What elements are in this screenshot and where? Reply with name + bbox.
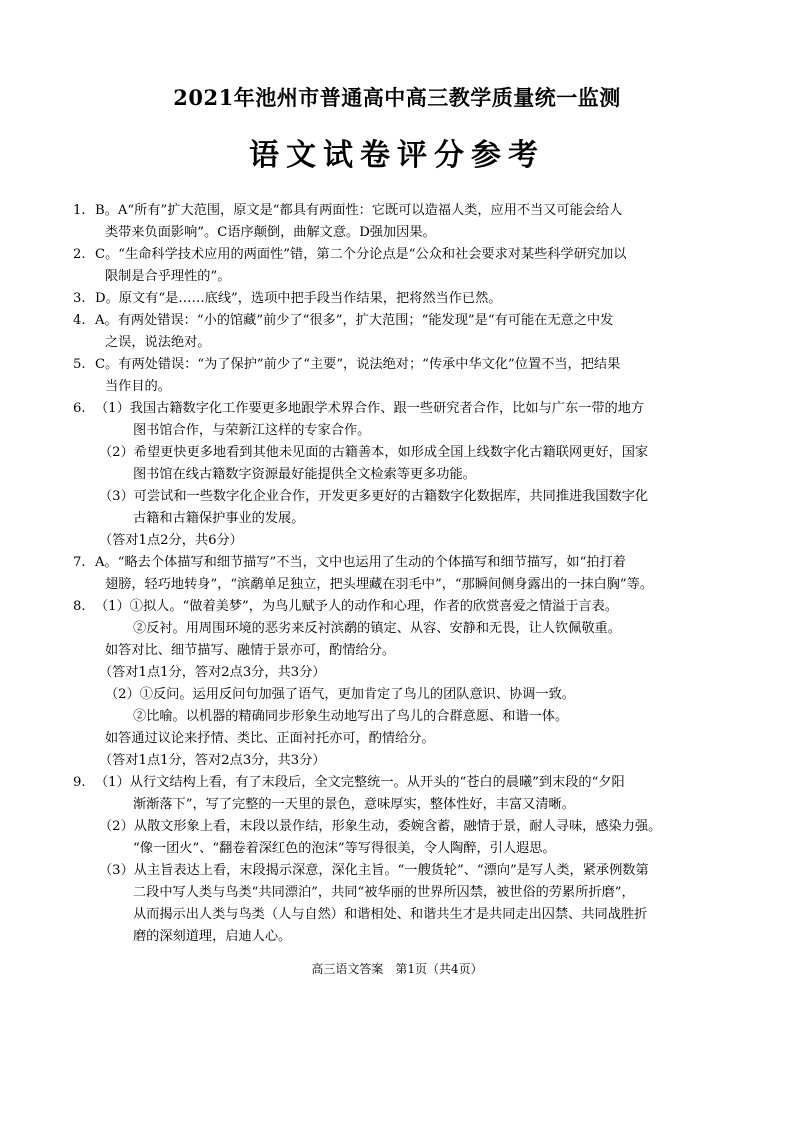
exam-title: 2021年池州市普通高中高三教学质量统一监测 <box>173 85 621 110</box>
answer-text: 渐渐落下”，写了完整的一天里的景色，意味厚实，整体性好，丰富又清晰。 <box>133 797 575 812</box>
answer-text: （1）从行文结构上看，有了末段后，全文完整统一。从开头的“苍白的晨曦”到末段的“夕阳 <box>95 775 625 790</box>
answer-text: ②反衬。用周围环境的恶劣来反衬滨鹬的镇定、从容、安静和无畏，让人钦佩敬重。 <box>133 621 621 636</box>
answer-text: 限制是合乎理性的”。 <box>105 269 231 284</box>
answer-text: 类带来负面影响”。C语序颠倒，曲解文意。D强加因果。 <box>105 225 436 240</box>
answer-text: 如答对比、细节描写、融情于景亦可，酌情给分。 <box>105 643 396 658</box>
answer-text: C。有两处错误：“为了保护”前少了“主要”，说法绝对；“传承中华文化”位置不当，把结果 <box>95 357 621 372</box>
answer-text: 二段中写人类与鸟类“共同漂泊”，共同“被华丽的世界所囚禁，被世俗的劳累所折磨”， <box>133 885 635 900</box>
answer-item-9: 9. （1）从行文结构上看，有了末段后，全文完整统一。从开头的“苍白的晨曦”到末段的“夕阳 渐渐落下”，写了完整的一天里的景色，意味厚实，整体性好，丰富又清晰。 （2）从散文形象上看，末段以景作结，形象生动，委婉含蓄，融情于景，耐人寻味，感染力强。 “像一团火”、“翻卷着深红色的泡沫”等写得很美，令人陶醉，引人遐思。 （3）从主旨表达上看，末段揭示深意，深化主旨。“一艘货轮”、“漂向”是写人类，紧承例数第 二段中写人类与鸟类“共同漂泊”，共同“被华丽的世界所囚禁，被世俗的劳累所折磨”， 从而揭示出人类与鸟类（人与自然）和谐相处、和谐共生才是共同走出囚禁、共同战胜折 磨的深刻道理，启迪人心。 <box>95 772 710 948</box>
answer-list <box>73 200 710 948</box>
answer-item-7: 7. A。“略去个体描写和细节描写”不当，文中也运用了生动的个体描写和细节描写，如“拍打着 翅膀，轻巧地转身”，“滨鹬单足独立，把头埋藏在羽毛中”，“那瞬间侧身露出的一抹白胸”等。 <box>95 552 710 596</box>
answer-text: （3）可尝试和一些数字化企业合作，开发更多更好的古籍数字化数据库，共同推进我国数字化 <box>99 489 649 504</box>
answer-text: A。“略去个体描写和细节描写”不当，文中也运用了生动的个体描写和细节描写，如“拍打着 <box>95 555 626 570</box>
answer-item-6: 6. （1）我国古籍数字化工作要更多地跟学术界合作、跟一些研究者合作，比如与广东一带的地方 图书馆合作，与荣新江这样的专家合作。 （2）希望更快更多地看到其他未见面的古籍善本，如形成全国上线数字化古籍联网更好，国家 图书馆在线古籍数字资源最好能提供全文检索等更多功能。 （3）可尝试和一些数字化企业合作，开发更多更好的古籍数字化数据库，共同推进我国数字化 古籍和古籍保护事业的发展。 （答对1点2分，共6分） <box>95 398 710 552</box>
answer-item-4: 4. A。有两处错误：“小的馆藏”前少了“很多”，扩大范围；“能发现”是“有可能在无意之中发 之误，说法绝对。 <box>95 310 710 354</box>
answer-text: B。A“所有”扩大范围，原文是“都具有两面性：它既可以造福人类，应用不当又可能会给人 <box>95 203 623 218</box>
document-subtitle: 语文试卷评分参考 <box>249 138 545 173</box>
answer-text: 如答通过议论来抒情、类比、正面衬托亦可，酌情给分。 <box>105 731 435 746</box>
answer-text: 磨的深刻道理，启迪人心。 <box>133 929 292 944</box>
answer-text: 从而揭示出人类与鸟类（人与自然）和谐相处、和谐共生才是共同走出囚禁、共同战胜折 <box>133 907 648 922</box>
page-footer: 高三语文答案 第1页（共4页） <box>311 962 483 976</box>
answer-item-2: 2. C。“生命科学技术应用的两面性”错，第二个分论点是“公众和社会要求对某些科学研究加以 限制是合乎理性的”。 <box>95 244 710 288</box>
answer-text: A。有两处错误：“小的馆藏”前少了“很多”，扩大范围；“能发现”是“有可能在无意之中发 <box>95 313 614 328</box>
answer-text: D。原文有“是……底线”，选项中把手段当作结果，把将然当作已然。 <box>95 291 502 306</box>
answer-text: 图书馆合作，与荣新江这样的专家合作。 <box>133 423 371 438</box>
answer-text: ②比喻。以机器的精确同步形象生动地写出了鸟儿的合群意愿、和谐一体。 <box>133 709 569 724</box>
answer-text: （2）①反问。运用反问句加强了语气，更加肯定了鸟儿的团队意识、协调一致。 <box>105 687 575 702</box>
score-note: （答对1点1分，答对2点3分，共3分） <box>99 753 326 768</box>
answer-text: 图书馆在线古籍数字资源最好能提供全文检索等更多功能。 <box>133 467 476 482</box>
answer-item-3: 3. D。原文有“是……底线”，选项中把手段当作结果，把将然当作已然。 <box>95 288 710 310</box>
answer-text: （1）我国古籍数字化工作要更多地跟学术界合作、跟一些研究者合作，比如与广东一带的地方 <box>95 401 645 416</box>
answer-text: 之误，说法绝对。 <box>105 335 211 350</box>
score-note: （答对1点2分，共6分） <box>99 533 243 548</box>
answer-item-8: 8. （1）①拟人。“做着美梦”，为鸟儿赋予人的动作和心理，作者的欣赏喜爱之情溢于言表。 ②反衬。用周围环境的恶劣来反衬滨鹬的镇定、从容、安静和无畏，让人钦佩敬重。 如答对比、细节描写、融情于景亦可，酌情给分。 （答对1点1分，答对2点3分，共3分） （2）①反问。运用反问句加强了语气，更加肯定了鸟儿的团队意识、协调一致。 ②比喻。以机器的精确同步形象生动地写出了鸟儿的合群意愿、和谐一体。 如答通过议论来抒情、类比、正面衬托亦可，酌情给分。 （答对1点1分，答对2点3分，共3分） <box>95 596 710 772</box>
answer-text: （3）从主旨表达上看，末段揭示深意，深化主旨。“一艘货轮”、“漂向”是写人类，紧承例数第 <box>99 863 649 878</box>
answer-text: “像一团火”、“翻卷着深红色的泡沫”等写得很美，令人陶醉，引人遐思。 <box>133 841 556 856</box>
answer-item-1: 1. B。A“所有”扩大范围，原文是“都具有两面性：它既可以造福人类，应用不当又可能会给人 类带来负面影响”。C语序颠倒，曲解文意。D强加因果。 <box>95 200 710 244</box>
answer-text: C。“生命科学技术应用的两面性”错，第二个分论点是“公众和社会要求对某些科学研究加以 <box>95 247 627 262</box>
answer-text: （1）①拟人。“做着美梦”，为鸟儿赋予人的动作和心理，作者的欣赏喜爱之情溢于言表。 <box>95 599 618 614</box>
answer-text: 当作目的。 <box>105 379 171 394</box>
answer-text: 古籍和古籍保护事业的发展。 <box>133 511 305 526</box>
answer-text: 翅膀，轻巧地转身”，“滨鹬单足独立，把头埋藏在羽毛中”，“那瞬间侧身露出的一抹白胸”等。 <box>105 577 654 592</box>
answer-text: （2）从散文形象上看，末段以景作结，形象生动，委婉含蓄，融情于景，耐人寻味，感染力强。 <box>99 819 662 834</box>
answer-item-5: 5. C。有两处错误：“为了保护”前少了“主要”，说法绝对；“传承中华文化”位置不当，把结果 当作目的。 <box>95 354 710 398</box>
answer-text: （2）希望更快更多地看到其他未见面的古籍善本，如形成全国上线数字化古籍联网更好，国家 <box>99 445 649 460</box>
score-note: （答对1点1分，答对2点3分，共3分） <box>99 665 326 680</box>
